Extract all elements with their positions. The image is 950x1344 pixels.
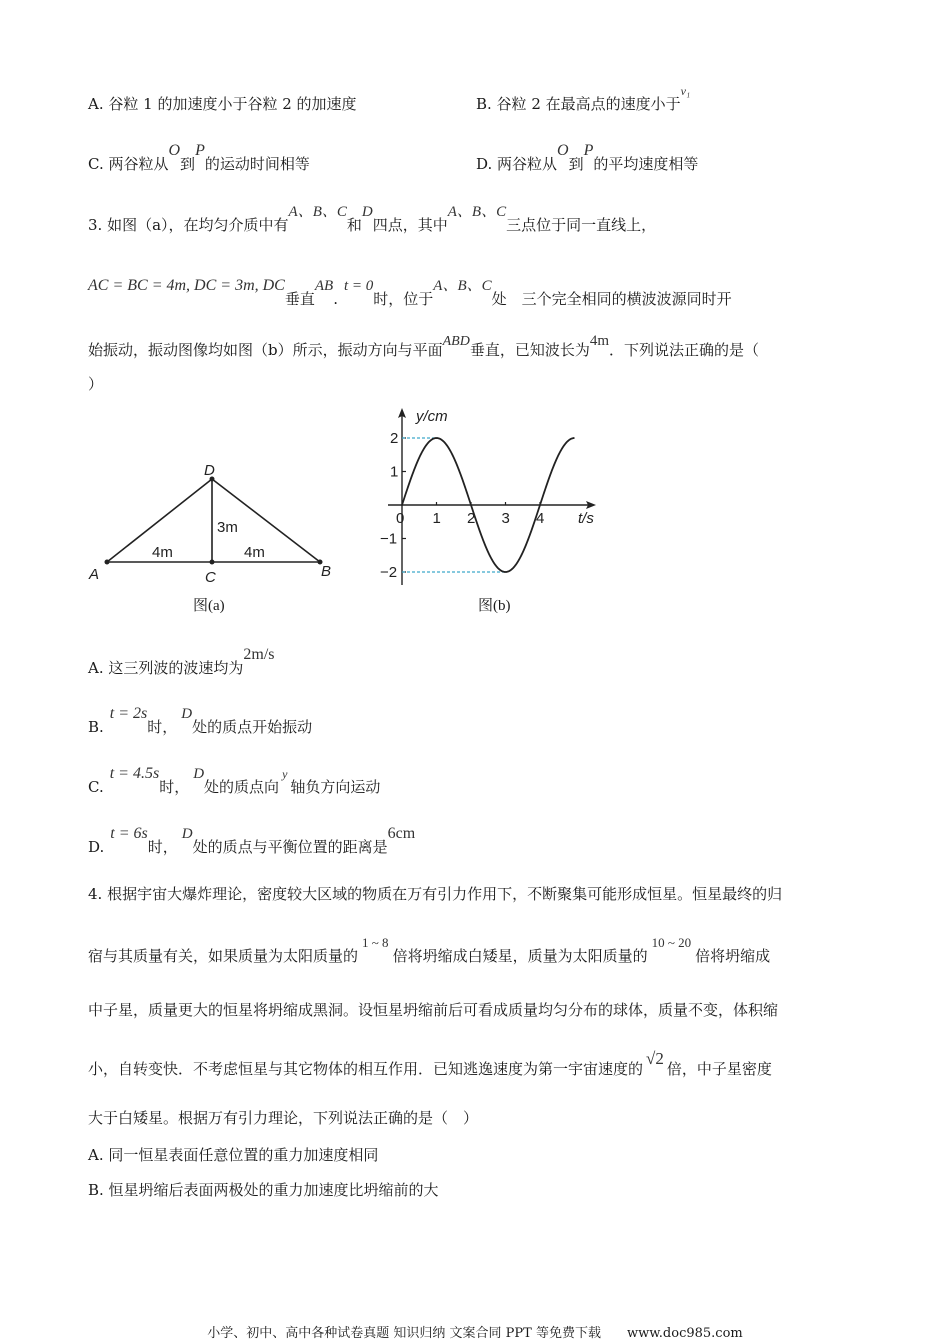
q4-stem-line3: 中子星，质量更大的恒星将坍缩成黑洞。设恒星坍缩前后可看成质量均匀分布的球体，质量不变，体积缩 bbox=[88, 1001, 779, 1019]
length-AC: 4m bbox=[152, 544, 173, 561]
label-A: A bbox=[89, 566, 100, 583]
x-tick-label: 1 bbox=[432, 510, 441, 527]
q4-option-a: A. 同一恒星表面任意位置的重力加速度相同 bbox=[88, 1146, 379, 1164]
length-DC: 3m bbox=[217, 519, 238, 536]
figure-b-caption: 图(b) bbox=[478, 598, 511, 614]
q3-option-a: A. 这三列波的波速均为2m/s bbox=[88, 646, 275, 677]
x-tick-label: 4 bbox=[536, 510, 545, 527]
q2-option-c: C. 两谷粒从O到P的运动时间相等 bbox=[88, 142, 310, 173]
y-tick-label: 2 bbox=[390, 430, 399, 447]
y-axis-label: y/cm bbox=[416, 408, 448, 425]
q3-stem-line2: AC = BC = 4m, DC = 3m, DC垂直AB.t = 0时，位于A、B、C处 三个完全相同的横波波源同时开 bbox=[88, 277, 732, 308]
q3-stem-line1: 3. 如图（a），在均匀介质中有A、B、C和D四点，其中A、B、C三点位于同一直线上， bbox=[88, 204, 657, 234]
point-A bbox=[105, 560, 110, 565]
label-C: C bbox=[205, 569, 216, 586]
q3-option-d: D.t = 6s时，D处的质点与平衡位置的距离是6cm bbox=[88, 825, 416, 856]
q3-stem-line3: 始振动，振动图像均如图（b）所示，振动方向与平面ABD垂直，已知波长为4m．下列说法正确的是（ bbox=[88, 333, 760, 359]
figure-b-chart bbox=[380, 405, 610, 590]
x-tick-label: 0 bbox=[396, 510, 405, 527]
q3-option-c: C.t = 4.5s时，D处的质点向$^y$轴负方向运动 bbox=[88, 765, 381, 796]
q2-option-a: A. 谷粒 1 的加速度小于谷粒 2 的加速度 bbox=[88, 95, 357, 113]
q4-stem-line1: 4. 根据宇宙大爆炸理论，密度较大区域的物质在万有引力作用下，不断聚集可能形成恒星。恒星最终的归 bbox=[88, 885, 783, 903]
x-axis-label: t/s bbox=[578, 510, 594, 527]
q3-stem-line4: ） bbox=[88, 375, 104, 393]
y-tick-label: −1 bbox=[380, 530, 398, 548]
figure-a-caption: 图(a) bbox=[193, 598, 225, 614]
label-D: D bbox=[204, 462, 215, 479]
q4-option-b: B. 恒星坍缩后表面两极处的重力加速度比坍缩前的大 bbox=[88, 1181, 439, 1199]
q3-option-b: B.t = 2s时，D处的质点开始振动 bbox=[88, 705, 313, 736]
label-B: B bbox=[321, 563, 332, 580]
y-tick-label: 1 bbox=[390, 463, 399, 481]
q2-option-d: D. 两谷粒从O到P的平均速度相等 bbox=[476, 142, 699, 173]
x-tick-label: 2 bbox=[467, 510, 476, 527]
point-C bbox=[210, 560, 215, 565]
q4-stem-line5: 大于白矮星。根据万有引力理论，下列说法正确的是（ ） bbox=[88, 1109, 479, 1127]
length-CB: 4m bbox=[244, 544, 265, 561]
figure-a bbox=[80, 455, 350, 590]
x-tick-label: 3 bbox=[501, 510, 510, 527]
q2-option-b: B. 谷粒 2 在最高点的速度小于$^{v_1}$ bbox=[476, 84, 691, 113]
footer-banner: 小学、初中、高中各种试卷真题 知识归纳 文案合同 PPT 等免费下载 www.doc985.com bbox=[207, 1326, 743, 1341]
q4-stem-line4: 小，自转变快．不考虑恒星与其它物体的相互作用．已知逃逸速度为第一宇宙速度的√2倍，中子星密度 bbox=[88, 1049, 772, 1078]
q4-stem-line2: 宿与其质量有关，如果质量为太阳质量的1 ~ 8倍将坍缩成白矮星，质量为太阳质量的10 ~ 20倍将坍缩成 bbox=[88, 935, 771, 965]
y-tick-label: −2 bbox=[380, 564, 398, 581]
